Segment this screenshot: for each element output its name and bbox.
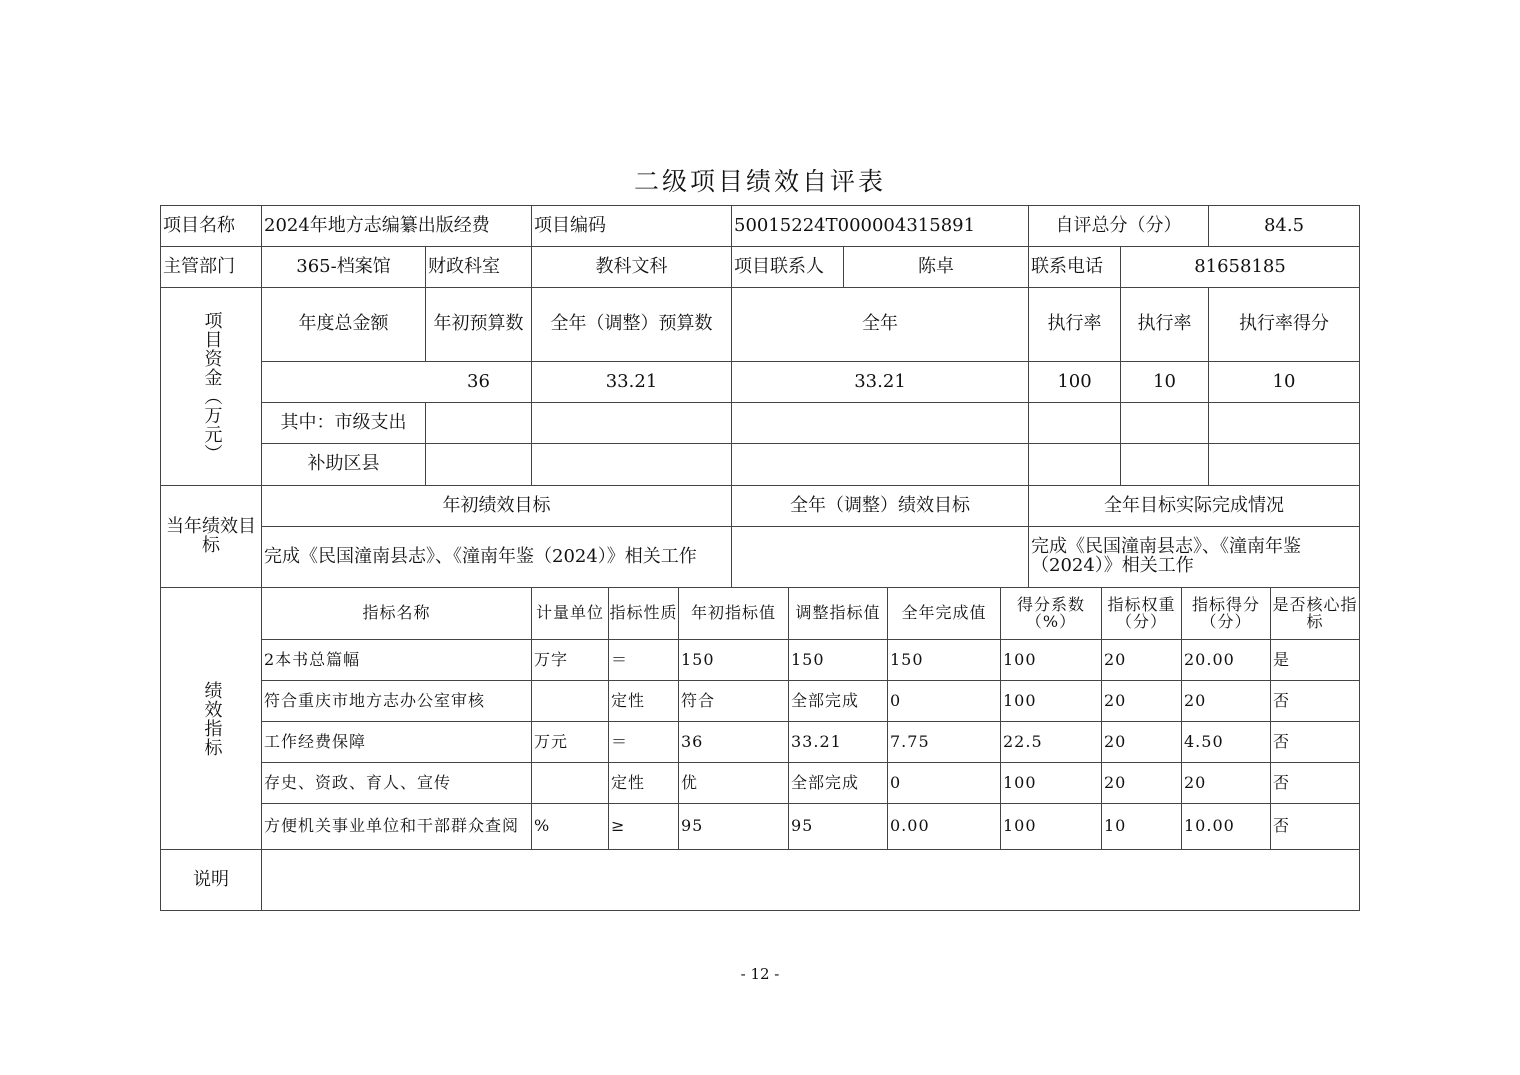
indicator-cell-adjusted: 95 (791, 816, 814, 836)
indicator-cell-score: 20 (1184, 772, 1207, 792)
indicator-cell-core: 否 (1273, 690, 1291, 710)
indicator-cell-nature: ＝ (611, 731, 629, 751)
project-code-label: 项目编码 (534, 214, 606, 236)
indicator-cell-adjusted: 全部完成 (791, 690, 860, 710)
indicator-cell-nature: 定性 (611, 772, 646, 792)
goals-col-actual: 全年目标实际完成情况 (1104, 494, 1284, 516)
indicator-cell-weight: 20 (1104, 772, 1127, 792)
indicator-cell-score: 20 (1184, 690, 1207, 710)
indicator-cell-completed: 150 (890, 649, 924, 669)
notes-text (262, 850, 1359, 910)
indicator-cell-coef: 100 (1003, 816, 1037, 836)
funds-subsidy-label: 补助区县 (307, 453, 380, 475)
phone-value: 81658185 (1194, 255, 1286, 277)
self-score-label: 自评总分（分） (1055, 214, 1182, 236)
indicator-header-weight: 指标权重（分） (1107, 594, 1176, 631)
indicator-header-name: 指标名称 (362, 603, 431, 623)
goals-col-adjusted: 全年（调整）绩效目标 (790, 494, 970, 516)
indicator-cell-nature: ≥ (611, 816, 626, 836)
phone-label: 联系电话 (1031, 255, 1103, 277)
funds-col-rate-score: 执行率得分 (1239, 313, 1329, 335)
funds-col-adjusted: 全年（调整）预算数 (550, 313, 713, 335)
indicator-cell-initial: 95 (681, 816, 704, 836)
indicator-cell-initial: 36 (681, 731, 704, 751)
finance-office-value: 教科文科 (595, 255, 668, 277)
funds-rate-score-value: 10 (1272, 370, 1296, 392)
indicator-cell-unit: % (534, 816, 551, 836)
indicator-cell-initial: 150 (681, 649, 715, 669)
finance-office-label: 财政科室 (428, 255, 500, 277)
indicator-cell-core: 否 (1273, 731, 1291, 751)
indicator-cell-completed: 0.00 (890, 816, 930, 836)
contact-label: 项目联系人 (734, 255, 824, 277)
funds-adjusted-value: 33.21 (605, 370, 658, 392)
indicator-header-core: 是否核心指标 (1272, 594, 1358, 631)
goals-actual-text: 完成《民国潼南县志》、《潼南年鉴（2024）》相关工作 (1031, 536, 1301, 576)
indicator-header-nature: 指标性质 (609, 603, 678, 623)
indicator-cell-score: 10.00 (1184, 816, 1235, 836)
indicator-cell-unit: 万元 (534, 731, 569, 751)
indicator-cell-name: 2本书总篇幅 (264, 649, 361, 669)
indicator-cell-completed: 0 (890, 690, 902, 710)
indicator-cell-coef: 100 (1003, 649, 1037, 669)
indicator-cell-name: 符合重庆市地方志办公室审核 (264, 690, 486, 710)
indicator-cell-coef: 100 (1003, 690, 1037, 710)
goals-initial-text: 完成《民国潼南县志》、《潼南年鉴（2024）》相关工作 (264, 545, 697, 567)
funds-col-year: 全年 (862, 313, 898, 335)
indicator-cell-nature: 定性 (611, 690, 646, 710)
indicator-cell-adjusted: 150 (791, 649, 825, 669)
indicator-cell-weight: 20 (1104, 690, 1127, 710)
goals-section-label: 当年绩效目标 (166, 515, 256, 556)
indicator-cell-coef: 100 (1003, 772, 1037, 792)
funds-section-label: 项目资金（万元） (201, 310, 223, 463)
self-score-value: 84.5 (1263, 214, 1305, 236)
project-code-value: 50015224T000004315891 (734, 214, 976, 236)
indicator-cell-score: 4.50 (1184, 731, 1224, 751)
indicator-cell-weight: 20 (1104, 731, 1127, 751)
indicators-section-label: 绩效指标 (201, 680, 223, 757)
funds-municipal-label: 其中：市级支出 (280, 411, 407, 433)
notes-label: 说明 (193, 868, 229, 890)
indicator-cell-unit: 万字 (534, 649, 569, 669)
funds-col-total: 年度总金额 (298, 313, 389, 335)
grid-line (160, 910, 1360, 911)
indicator-cell-initial: 优 (681, 772, 699, 792)
indicator-cell-coef: 22.5 (1003, 731, 1043, 751)
indicator-cell-name: 存史、资政、育人、宣传 (264, 772, 452, 792)
indicator-header-completed: 全年完成值 (901, 603, 987, 623)
indicator-header-unit: 计量单位 (535, 603, 604, 623)
indicator-cell-score: 20.00 (1184, 649, 1235, 669)
grid-line (1359, 205, 1360, 911)
project-name-label: 项目名称 (163, 214, 235, 236)
indicator-cell-weight: 20 (1104, 649, 1127, 669)
grid-line (425, 402, 426, 486)
indicator-cell-name: 工作经费保障 (264, 731, 367, 751)
funds-col-initial: 年初预算数 (433, 313, 524, 335)
funds-initial-value: 36 (467, 370, 490, 392)
indicator-cell-core: 否 (1273, 772, 1291, 792)
indicator-cell-completed: 0 (890, 772, 902, 792)
funds-rate2-value: 10 (1153, 370, 1176, 392)
funds-rate-value: 100 (1057, 370, 1092, 392)
indicator-cell-nature: ＝ (611, 649, 629, 669)
indicator-cell-initial: 符合 (681, 690, 716, 710)
funds-col-rate: 执行率 (1047, 313, 1102, 335)
contact-value: 陈卓 (918, 255, 954, 277)
indicator-cell-completed: 7.75 (890, 731, 930, 751)
indicator-header-adjusted: 调整指标值 (795, 603, 881, 623)
indicator-cell-unit (532, 681, 608, 721)
dept-value: 365-档案馆 (296, 255, 391, 277)
page-number: - 12 - (740, 965, 780, 983)
indicator-cell-name: 方便机关事业单位和干部群众查阅 (264, 816, 520, 836)
indicator-cell-weight: 10 (1104, 816, 1127, 836)
goals-adjusted-text (732, 527, 1028, 587)
indicator-cell-adjusted: 全部完成 (791, 772, 860, 792)
page-title: 二级项目绩效自评表 (633, 167, 886, 196)
indicator-cell-unit (532, 763, 608, 803)
goals-col-initial: 年初绩效目标 (442, 494, 551, 516)
indicator-cell-core: 是 (1273, 649, 1291, 669)
indicator-cell-adjusted: 33.21 (791, 731, 842, 751)
indicator-header-initial: 年初指标值 (690, 603, 776, 623)
funds-year-value: 33.21 (854, 370, 906, 392)
indicator-header-score: 指标得分（分） (1191, 594, 1260, 631)
dept-label: 主管部门 (163, 255, 235, 277)
project-name-value: 2024年地方志编纂出版经费 (264, 214, 490, 236)
indicator-cell-core: 否 (1273, 816, 1291, 836)
indicator-header-coef: 得分系数（%） (1016, 594, 1085, 631)
funds-col-rate2: 执行率 (1137, 313, 1192, 335)
